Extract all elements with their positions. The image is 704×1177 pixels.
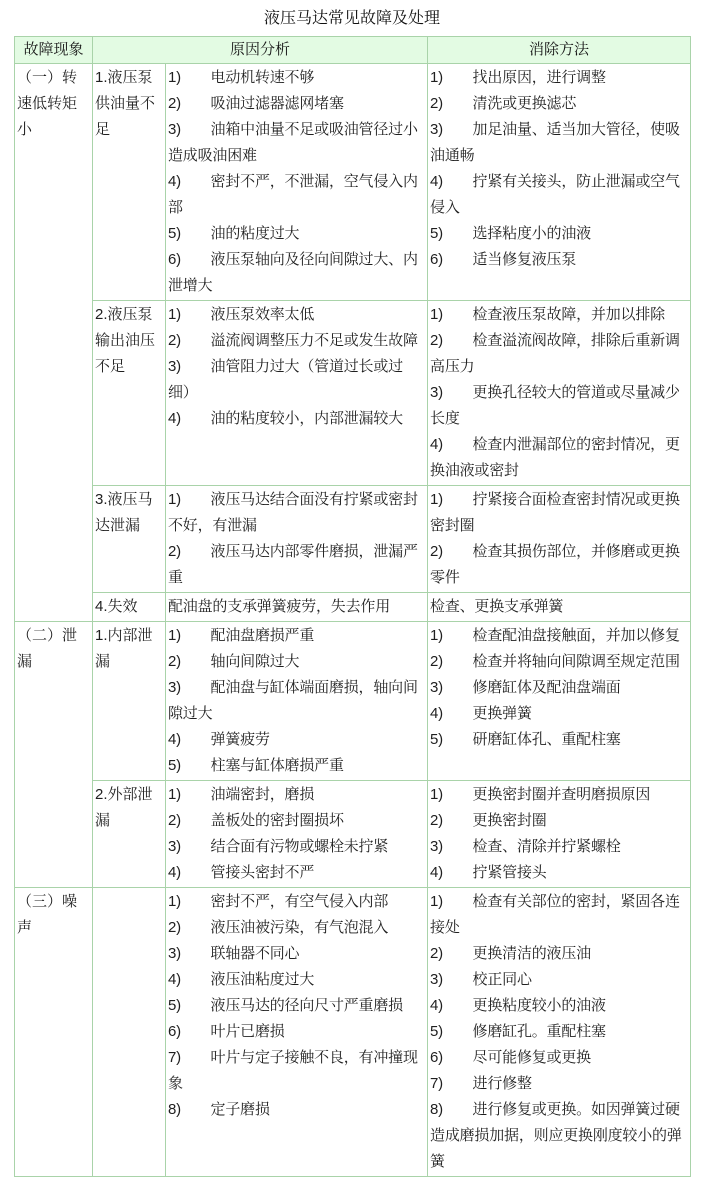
- cause-item: 2) 溢流阀调整压力不足或发生故障: [168, 332, 418, 349]
- table-row: [15, 781, 691, 888]
- remedy-item: 2) 检查其损伤部位，并修磨或更换零件: [430, 543, 680, 586]
- remedy-cell: [428, 781, 691, 888]
- fault-sub-cell: 2.外部泄漏: [93, 781, 166, 888]
- remedy-cell: [428, 593, 691, 622]
- table-row: [15, 64, 691, 301]
- remedy-item: 4) 拧紧管接头: [430, 864, 547, 881]
- cause-item: 5) 油的粘度过大: [168, 225, 300, 242]
- table-row: [15, 486, 691, 593]
- cause-item: 1) 配油盘磨损严重: [168, 627, 315, 644]
- remedy-item: 5) 选择粘度小的油液: [430, 225, 591, 242]
- remedy-cell: [428, 486, 691, 593]
- cause-item: 1) 密封不严，有空气侵入内部: [168, 893, 389, 910]
- remedy-item: 2) 清洗或更换滤芯: [430, 95, 577, 112]
- cause-item: 4) 管接头密封不严: [168, 864, 315, 881]
- remedy-item: 1) 检查配油盘接触面，并加以修复: [430, 627, 680, 644]
- fault-sub-cell: 2.液压泵输出油压不足: [93, 301, 166, 486]
- remedy-item: 2) 检查溢流阀故障，排除后重新调高压力: [430, 332, 680, 375]
- remedy-item: 3) 更换孔径较大的管道或尽量减少长度: [430, 384, 680, 427]
- cause-item: 2) 轴向间隙过大: [168, 653, 300, 670]
- table-body: [15, 64, 691, 1177]
- cause-item: 5) 柱塞与缸体磨损严重: [168, 757, 344, 774]
- fault-group-cell: （二）泄漏: [15, 622, 93, 888]
- remedy-cell: [428, 64, 691, 301]
- remedy-item: 5) 修磨缸孔。重配柱塞: [430, 1023, 606, 1040]
- cause-item: 2) 液压马达内部零件磨损，泄漏严重: [168, 543, 418, 586]
- header-fault: 故障现象: [15, 37, 93, 64]
- remedy-item: 6) 适当修复液压泵: [430, 251, 577, 268]
- cause-item: 8) 定子磨损: [168, 1101, 270, 1118]
- cause-item: 4) 密封不严，不泄漏，空气侵入内部: [168, 173, 418, 216]
- cause-item: 3) 结合面有污物或螺栓未拧紧: [168, 838, 389, 855]
- cause-item: 1) 电动机转速不够: [168, 69, 315, 86]
- table-row: [15, 301, 691, 486]
- fault-table: [14, 36, 691, 1177]
- fault-group-cell: （三）噪声: [15, 888, 93, 1177]
- remedy-cell: [428, 888, 691, 1177]
- cause-cell: [166, 593, 428, 622]
- fault-sub-cell: 4.失效: [93, 593, 166, 622]
- cause-cell: [166, 622, 428, 781]
- remedy-item: 4) 检查内泄漏部位的密封情况，更换油液或密封: [430, 436, 680, 479]
- remedy-item: 1) 检查液压泵故障，并加以排除: [430, 306, 665, 323]
- cause-cell: [166, 64, 428, 301]
- cause-item: 7) 叶片与定子接触不良，有冲撞现象: [168, 1049, 418, 1092]
- cause-item: 2) 液压油被污染，有气泡混入: [168, 919, 389, 936]
- fault-sub-cell: 1.内部泄漏: [93, 622, 166, 781]
- remedy-item: 6) 尽可能修复或更换: [430, 1049, 591, 1066]
- remedy-item: 检查、更换支承弹簧: [430, 598, 564, 615]
- cause-item: 4) 液压油粘度过大: [168, 971, 315, 988]
- cause-item: 1) 液压泵效率太低: [168, 306, 315, 323]
- fault-sub-cell: [93, 888, 166, 1177]
- cause-cell: [166, 486, 428, 593]
- fault-group-cell: （一）转速低转矩小: [15, 64, 93, 622]
- remedy-item: 1) 找出原因，进行调整: [430, 69, 606, 86]
- cause-item: 5) 液压马达的径向尺寸严重磨损: [168, 997, 403, 1014]
- cause-item: 2) 盖板处的密封圈损坏: [168, 812, 344, 829]
- remedy-item: 2) 更换密封圈: [430, 812, 547, 829]
- remedy-item: 5) 研磨缸体孔、重配柱塞: [430, 731, 621, 748]
- table-row: [15, 888, 691, 1177]
- remedy-item: 4) 更换弹簧: [430, 705, 532, 722]
- fault-sub-cell: 3.液压马达泄漏: [93, 486, 166, 593]
- page-title: 液压马达常见故障及处理: [263, 10, 440, 27]
- remedy-item: 3) 检查、清除并拧紧螺栓: [430, 838, 621, 855]
- fault-sub-cell: 1.液压泵供油量不足: [93, 64, 166, 301]
- remedy-item: 1) 拧紧接合面检查密封情况或更换密封圈: [430, 491, 680, 534]
- cause-item: 3) 油管阻力过大（管道过长或过细）: [168, 358, 403, 401]
- cause-item: 1) 油端密封，磨损: [168, 786, 315, 803]
- cause-item: 6) 叶片已磨损: [168, 1023, 285, 1040]
- cause-cell: [166, 301, 428, 486]
- remedy-item: 3) 修磨缸体及配油盘端面: [430, 679, 621, 696]
- remedy-item: 1) 更换密封圈并查明磨损原因: [430, 786, 651, 803]
- remedy-cell: [428, 301, 691, 486]
- remedy-item: 8) 进行修复或更换。如因弹簧过硬造成磨损加据，则应更换刚度较小的弹簧: [430, 1101, 682, 1170]
- table-row: [15, 593, 691, 622]
- remedy-cell: [428, 622, 691, 781]
- cause-item: 1) 液压马达结合面没有拧紧或密封不好，有泄漏: [168, 491, 418, 534]
- table-header: [15, 37, 691, 64]
- cause-item: 3) 配油盘与缸体端面磨损，轴向间隙过大: [168, 679, 418, 722]
- cause-item: 3) 油箱中油量不足或吸油管径过小造成吸油困难: [168, 121, 418, 164]
- remedy-item: 3) 校正同心: [430, 971, 532, 988]
- cause-item: 6) 液压泵轴向及径向间隙过大、内泄增大: [168, 251, 418, 294]
- cause-item: 配油盘的支承弹簧疲劳，失去作用: [168, 598, 391, 615]
- cause-item: 2) 吸油过滤器滤网堵塞: [168, 95, 344, 112]
- cause-item: 4) 油的粘度较小，内部泄漏较大: [168, 410, 403, 427]
- remedy-item: 7) 进行修整: [430, 1075, 532, 1092]
- remedy-item: 3) 加足油量、适当加大管径，使吸油通畅: [430, 121, 680, 164]
- header-cause: 原因分析: [93, 37, 428, 64]
- cause-cell: [166, 888, 428, 1177]
- remedy-item: 4) 更换粘度较小的油液: [430, 997, 606, 1014]
- cause-item: 3) 联轴器不同心: [168, 945, 300, 962]
- header-row: [15, 37, 691, 64]
- cause-cell: [166, 781, 428, 888]
- remedy-item: 2) 检查并将轴向间隙调至规定范围: [430, 653, 680, 670]
- remedy-item: 1) 检查有关部位的密封，紧固各连接处: [430, 893, 680, 936]
- remedy-item: 2) 更换清洁的液压油: [430, 945, 591, 962]
- table-row: [15, 622, 691, 781]
- header-remedy: 消除方法: [428, 37, 691, 64]
- remedy-item: 4) 拧紧有关接头，防止泄漏或空气侵入: [430, 173, 680, 216]
- cause-item: 4) 弹簧疲劳: [168, 731, 270, 748]
